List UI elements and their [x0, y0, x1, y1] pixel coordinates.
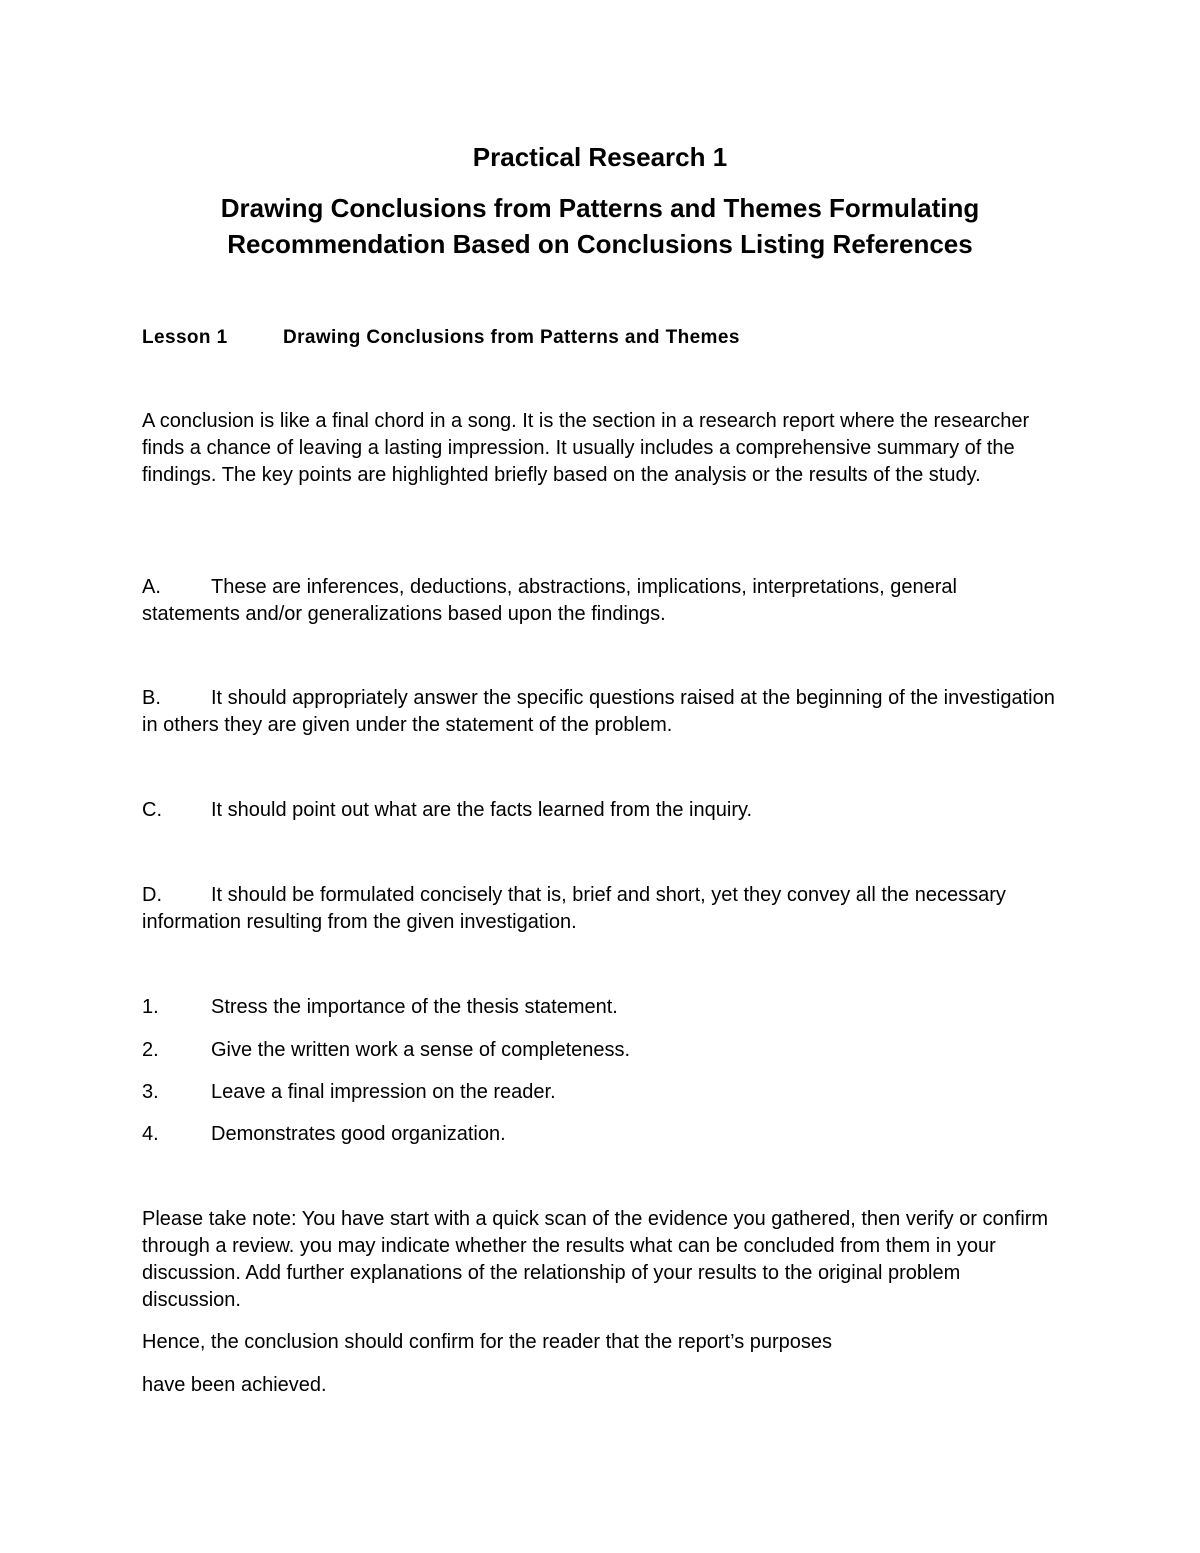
- lesson-heading: [142, 326, 740, 350]
- item-text: Demonstrates good organization.: [211, 1123, 506, 1145]
- numbered-item-3: [142, 1079, 556, 1106]
- lesson-title: Drawing Conclusions from Patterns and Themes: [283, 327, 740, 348]
- item-marker: B.: [142, 687, 161, 709]
- item-marker: C.: [142, 799, 162, 821]
- item-marker: 3.: [142, 1081, 159, 1103]
- item-text: It should be formulated concisely that is, brief and short, yet they convey all the necessary information resulting from the given investigation.: [142, 884, 1006, 933]
- lettered-item-c: [142, 797, 1057, 824]
- item-text: Give the written work a sense of completeness.: [211, 1039, 631, 1061]
- note-paragraph: Please take note: You have start with a quick scan of the evidence you gathered, then verify or confirm through a review. you may indicate whether the results what can be concluded from them in your discussion. Add further explanations of the relationship of your results to the original problem discussion.: [142, 1208, 1049, 1311]
- item-marker: 4.: [142, 1123, 159, 1145]
- hence-line-2: have been achieved.: [142, 1374, 327, 1396]
- item-marker: A.: [142, 576, 161, 598]
- lettered-item-a: [142, 574, 1057, 628]
- lesson-number: Lesson 1: [142, 327, 228, 348]
- item-text: Leave a final impression on the reader.: [211, 1081, 556, 1103]
- document-subtitle: Drawing Conclusions from Patterns and Themes Formulating Recommendation Based on Conclusions Listing References: [220, 193, 980, 259]
- item-text: Stress the importance of the thesis statement.: [211, 996, 618, 1018]
- item-marker: 1.: [142, 996, 159, 1018]
- intro-paragraph: A conclusion is like a final chord in a song. It is the section in a research report where the researcher finds a chance of leaving a lasting impression. It usually includes a comprehensive summary of the findings. The key points are highlighted briefly based on the analysis or the results of the study.: [142, 410, 1030, 486]
- item-marker: 2.: [142, 1039, 159, 1061]
- document-title: Practical Research 1: [472, 142, 728, 172]
- numbered-item-1: [142, 994, 618, 1021]
- item-text: It should point out what are the facts learned from the inquiry.: [211, 799, 753, 821]
- numbered-item-4: [142, 1121, 506, 1148]
- item-text: It should appropriately answer the specific questions raised at the beginning of the investigation in others they are given under the statement of the problem.: [142, 687, 1055, 736]
- hence-line-1: Hence, the conclusion should confirm for the reader that the report’s purposes: [142, 1331, 833, 1353]
- numbered-item-2: [142, 1037, 630, 1064]
- lettered-item-b: [142, 685, 1057, 739]
- item-marker: D.: [142, 884, 162, 906]
- lettered-item-d: [142, 882, 1057, 936]
- item-text: These are inferences, deductions, abstractions, implications, interpretations, general statements and/or generalizations based upon the findings.: [142, 576, 957, 625]
